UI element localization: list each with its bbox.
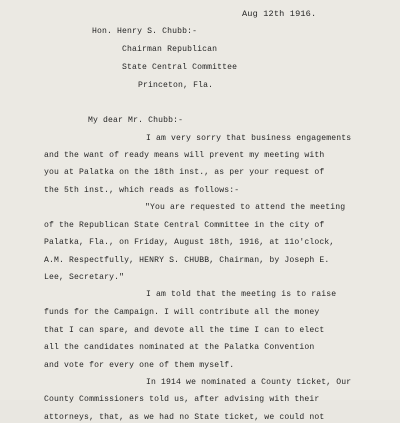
address-line-title: Chairman Republican <box>122 45 218 54</box>
paragraph-4-line-3: attorneys, that, as we had no State ticket, we could not <box>44 413 325 422</box>
paragraph-1-line-4: the 5th inst., which reads as follows:- <box>44 186 240 195</box>
quoted-paragraph-line-2: of the Republican State Central Committee in the city of <box>44 221 325 230</box>
paragraph-3-line-5: and vote for every one of them myself. <box>44 361 235 370</box>
paragraph-3-line-1: I am told that the meeting is to raise <box>146 290 337 299</box>
paragraph-3-line-3: that I can spare, and devote all the time I can to elect <box>44 326 325 335</box>
paragraph-3-line-2: funds for the Campaign. I will contribute all the money <box>44 308 320 317</box>
quoted-paragraph-line-1: "You are requested to attend the meeting <box>145 203 346 212</box>
quoted-paragraph-line-3: Palatka, Fla., on Friday, August 18th, 1916, at 11o'clock, <box>44 238 335 247</box>
salutation: My dear Mr. Chubb:- <box>88 116 184 125</box>
address-line-name: Hon. Henry S. Chubb:- <box>92 27 198 36</box>
paragraph-3-line-4: all the candidates nominated at the Palatka Convention <box>44 343 315 352</box>
paragraph-1-line-3: you at Palatka on the 18th inst., as per your request of <box>44 168 325 177</box>
paragraph-1-line-2: and the want of ready means will prevent my meeting with <box>44 151 325 160</box>
paragraph-4-line-1: In 1914 we nominated a County ticket, Our <box>146 378 352 387</box>
quoted-paragraph-line-4: A.M. Respectfully, HENRY S. CHUBB, Chairman, by Joseph E. <box>44 256 330 265</box>
quoted-paragraph-line-5: Lee, Secretary." <box>44 273 125 282</box>
address-line-committee: State Central Committee <box>122 63 238 72</box>
paragraph-4-line-2: County Commissioners told us, after advising with their <box>44 395 320 404</box>
paragraph-1-line-1: I am very sorry that business engagements <box>146 134 352 143</box>
address-line-city: Princeton, Fla. <box>138 81 214 90</box>
letter-date: Aug 12th 1916. <box>242 9 317 19</box>
